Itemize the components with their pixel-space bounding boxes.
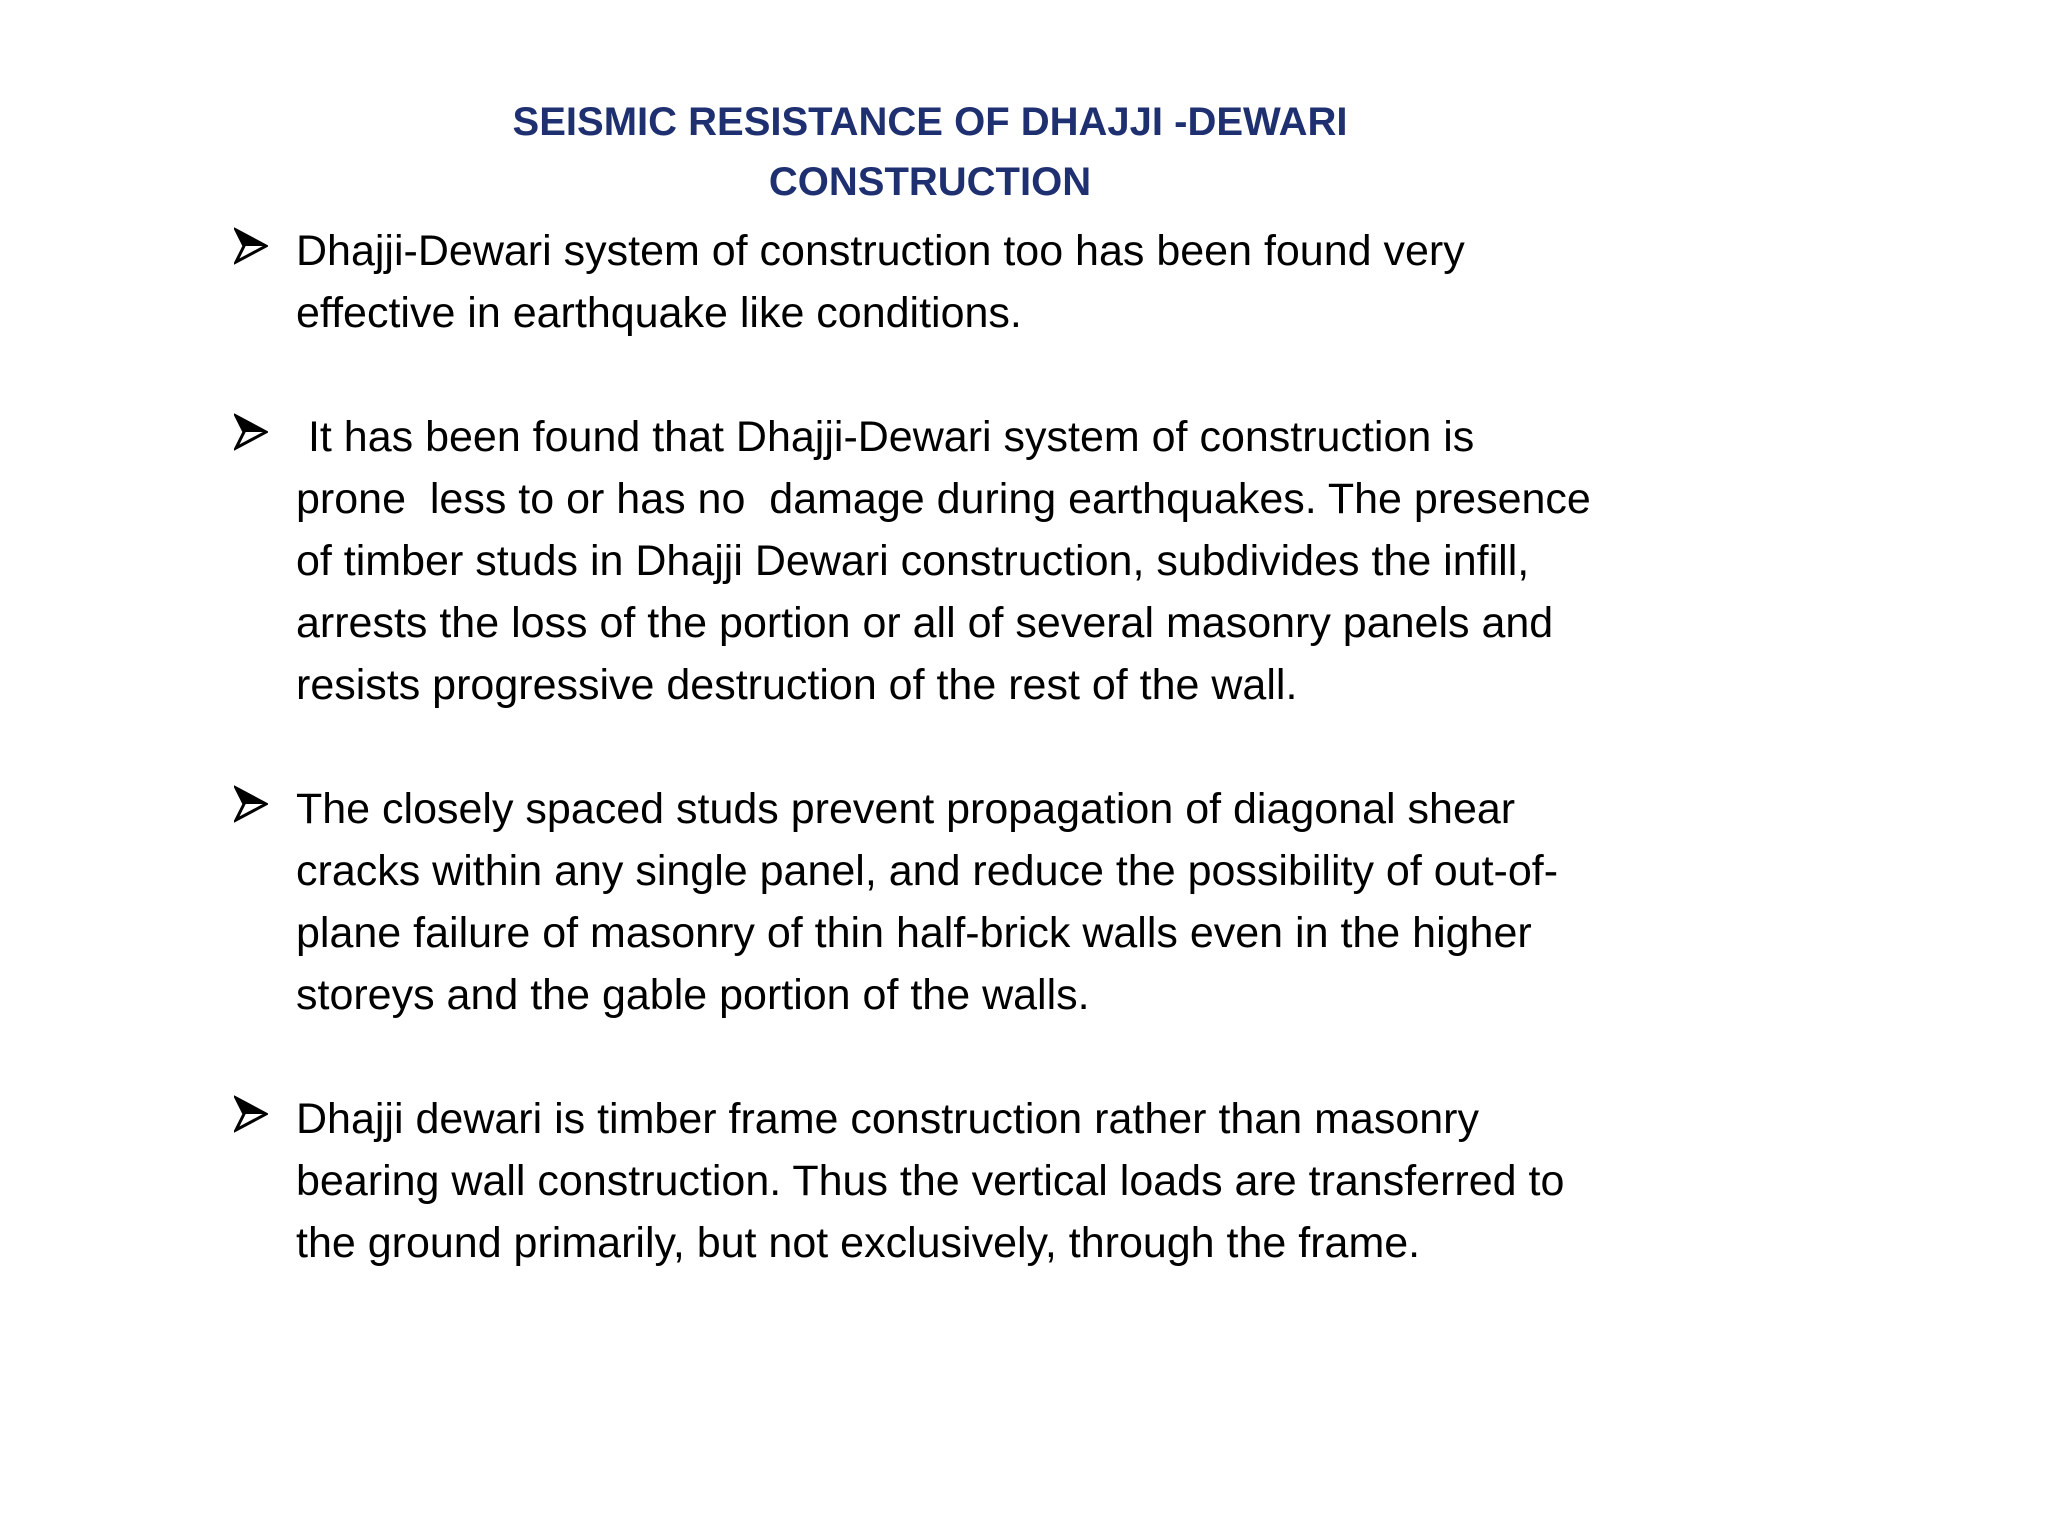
bullet-text <box>296 1088 1748 1274</box>
bullet-text-line: The closely spaced studs prevent propagation of diagonal shear <box>296 785 1516 833</box>
bullet-item <box>228 220 1748 344</box>
bullet-text-line: cracks within any single panel, and reduce the possibility of out-of- <box>296 847 1559 895</box>
bullet-text-line: arrests the loss of the portion or all of several masonry panels and <box>296 599 1554 647</box>
bullet-text-line: It has been found that Dhajji-Dewari system of construction is <box>296 413 1475 461</box>
bullet-item <box>228 778 1748 1026</box>
bullet-text-line: Dhajji-Dewari system of construction too has been found very <box>296 227 1465 275</box>
slide-title-line-1: SEISMIC RESISTANCE OF DHAJJI -DEWARI <box>512 100 1348 144</box>
bullet-list <box>228 220 1748 1336</box>
arrowhead-bullet-icon <box>234 226 268 266</box>
bullet-item <box>228 1088 1748 1274</box>
bullet-text-line: storeys and the gable portion of the walls. <box>296 971 1090 1019</box>
arrowhead-bullet-icon <box>234 1094 268 1134</box>
bullet-text <box>296 220 1748 344</box>
bullet-text-line: prone less to or has no damage during earthquakes. The presence <box>296 475 1591 523</box>
bullet-text <box>296 778 1748 1026</box>
slide-title-line-2: CONSTRUCTION <box>768 160 1092 204</box>
bullet-text-line: resists progressive destruction of the rest of the wall. <box>296 661 1298 709</box>
slide-title <box>380 92 1480 212</box>
bullet-text <box>296 406 1748 716</box>
bullet-text-line: the ground primarily, but not exclusively, through the frame. <box>296 1219 1421 1267</box>
bullet-text-line: plane failure of masonry of thin half-brick walls even in the higher <box>296 909 1532 957</box>
arrowhead-bullet-icon <box>234 412 268 452</box>
bullet-text-line: bearing wall construction. Thus the vertical loads are transferred to <box>296 1157 1565 1205</box>
bullet-item <box>228 406 1748 716</box>
bullet-text-line: of timber studs in Dhajji Dewari construction, subdivides the infill, <box>296 537 1530 585</box>
arrowhead-bullet-icon <box>234 784 268 824</box>
bullet-text-line: Dhajji dewari is timber frame construction rather than masonry <box>296 1095 1479 1143</box>
bullet-text-line: effective in earthquake like conditions. <box>296 289 1022 337</box>
